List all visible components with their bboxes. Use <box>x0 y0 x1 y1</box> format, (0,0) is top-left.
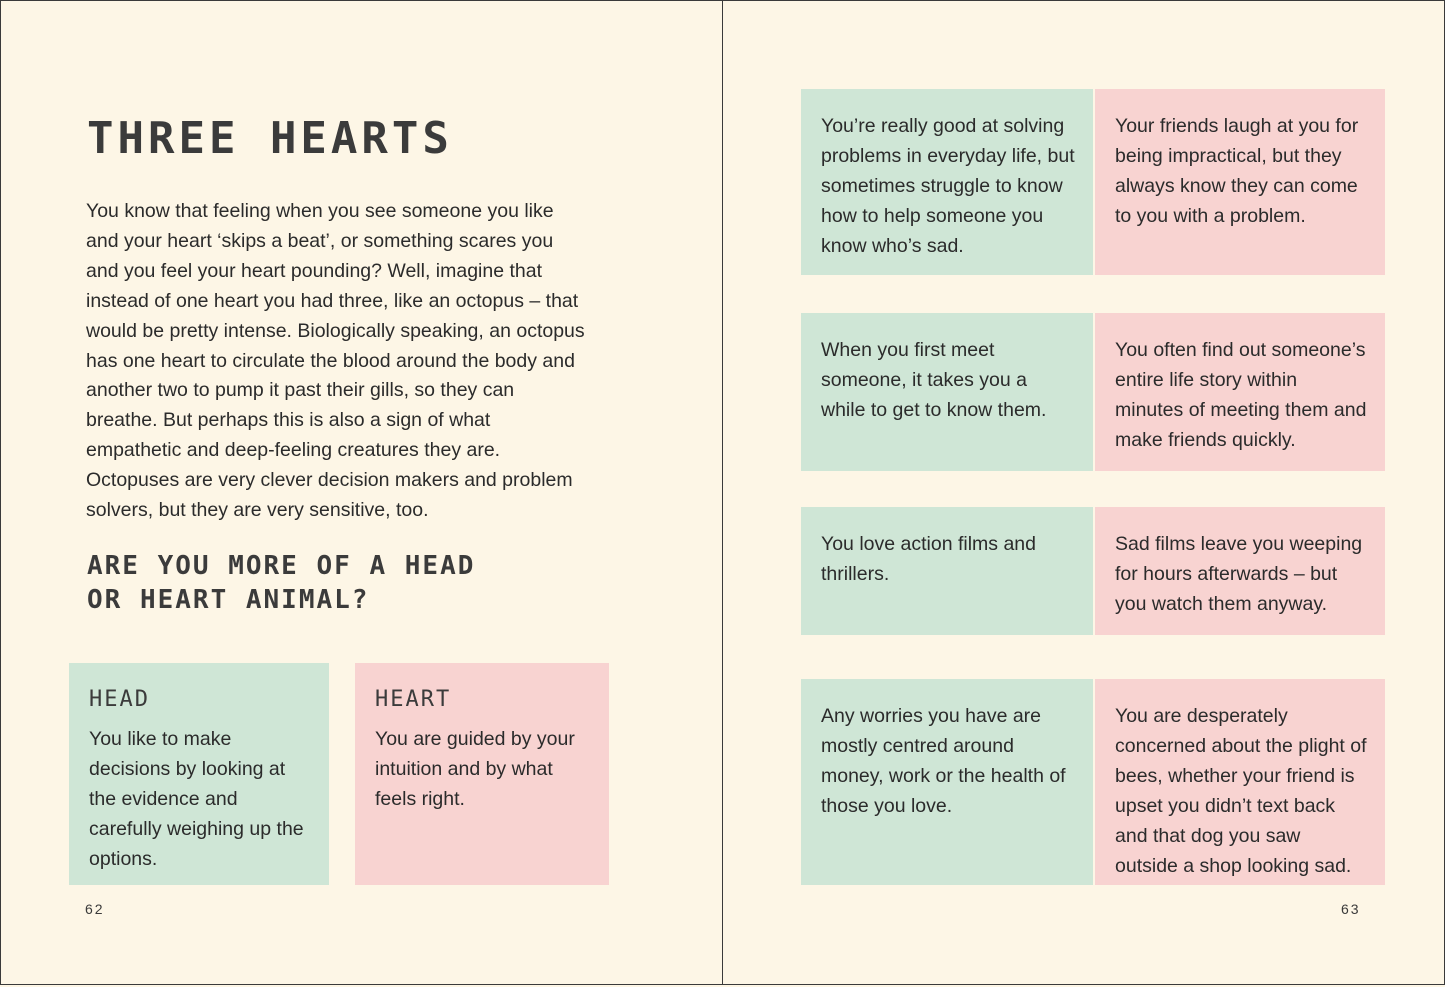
head-statement-card <box>801 313 1093 471</box>
quiz-heading-line-1: ARE YOU MORE OF A HEAD <box>87 551 476 581</box>
heart-statement-text: You often find out someone’s entire life story within minutes of meeting them and make friends quickly. <box>1115 339 1367 451</box>
heart-card-label: HEART <box>375 687 452 712</box>
page-number-right: 63 <box>1341 901 1361 917</box>
head-card-text: You like to make decisions by looking at the evidence and carefully weighing up the options. <box>89 728 304 870</box>
heart-statement-card <box>1095 313 1385 471</box>
heart-statement-text: Sad films leave you weeping for hours afterwards – but you watch them anyway. <box>1115 533 1363 615</box>
head-statement-text: When you first meet someone, it takes you a while to get to know them. <box>821 339 1047 421</box>
heart-card <box>355 663 609 885</box>
quiz-heading <box>87 549 547 617</box>
head-statement-text: You love action films and thrillers. <box>821 533 1036 585</box>
head-card-label: HEAD <box>89 687 150 712</box>
quiz-heading-line-2: OR HEART ANIMAL? <box>87 585 370 615</box>
right-page <box>722 0 1445 985</box>
intro-paragraph: You know that feeling when you see someone you like and your heart ‘skips a beat’, or something scares you and you feel your heart pounding? Well, imagine that instead of one heart you had three, like an octopus – that would be pretty intense. Biologically speaking, an octopus has one heart to circulate the blood around the body and another two to pump it past their gills, so they can breathe. But perhaps this is also a sign of what empathetic and deep-feeling creatures they are. Octopuses are very clever decision makers and problem solvers, but they are very sensitive, too. <box>86 200 585 522</box>
page-title: THREE HEARTS <box>87 113 453 164</box>
head-statement-text: You’re really good at solving problems in everyday life, but sometimes struggle to know how to help someone you know who’s sad. <box>821 115 1075 257</box>
left-page <box>0 0 723 985</box>
heart-statement-card <box>1095 679 1385 885</box>
heart-statement-text: You are desperately concerned about the plight of bees, whether your friend is upset you didn’t text back and that dog you saw outside a shop looking sad. <box>1115 705 1367 877</box>
head-statement-card <box>801 507 1093 635</box>
head-statement-card <box>801 679 1093 885</box>
head-statement-card <box>801 89 1093 275</box>
head-statement-text: Any worries you have are mostly centred around money, work or the health of those you love. <box>821 705 1066 817</box>
heart-statement-card <box>1095 89 1385 275</box>
heart-statement-text: Your friends laugh at you for being impractical, but they always know they can come to you with a problem. <box>1115 115 1359 227</box>
heart-card-text: You are guided by your intuition and by what feels right. <box>375 728 575 810</box>
heart-statement-card <box>1095 507 1385 635</box>
head-card <box>69 663 329 885</box>
page-number-left: 62 <box>85 901 105 917</box>
